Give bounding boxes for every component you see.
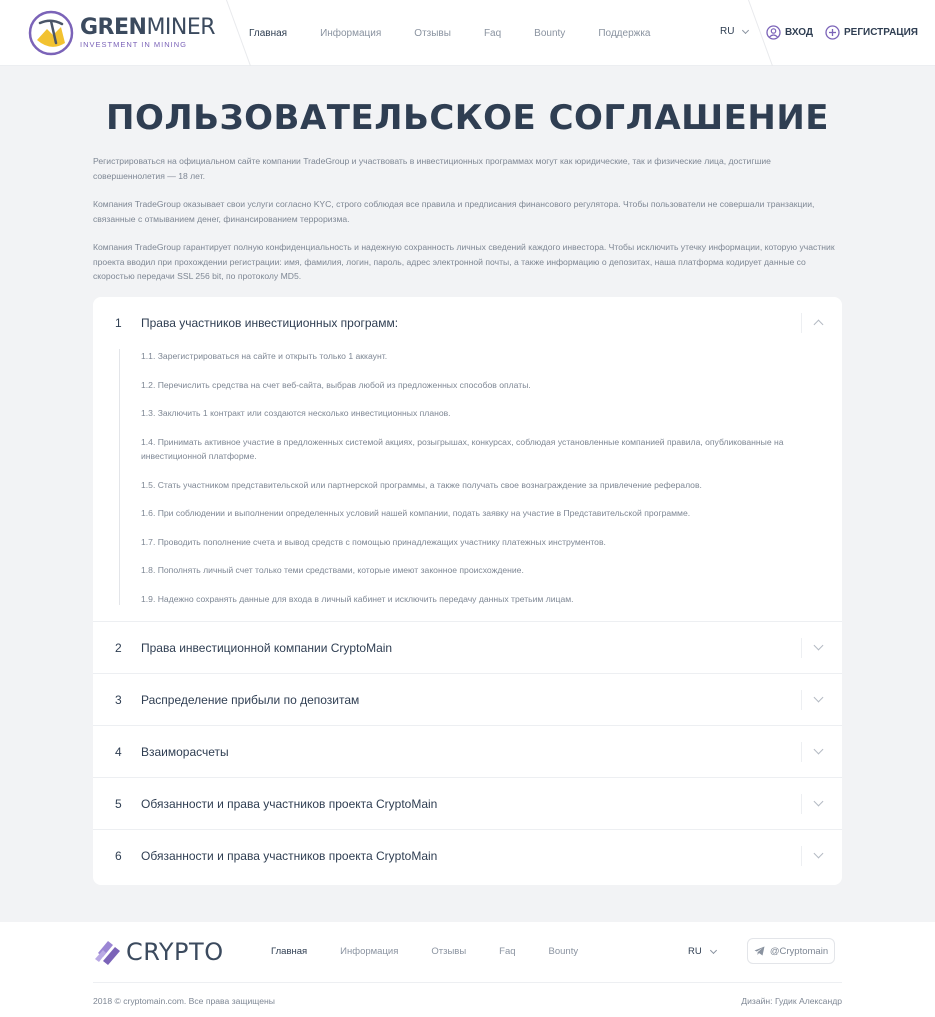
crypto-logo[interactable] [95, 938, 224, 966]
nav-item-home[interactable]: Главная [249, 27, 288, 39]
language-value: RU [688, 946, 702, 957]
section-title: Обязанности и права участников проекта CryptoMain [141, 796, 438, 811]
login-label: ВХОД [785, 27, 814, 38]
nav-item-support[interactable]: Поддержка [598, 27, 651, 39]
list-item: 1.1. Зарегистрироваться на сайте и открыть только 1 аккаунт. [141, 351, 388, 361]
logo-name: GRENMINER [80, 15, 216, 40]
site-header [0, 0, 935, 66]
chevron-down-icon[interactable] [814, 797, 824, 807]
section-number: 1 [115, 316, 122, 330]
list-item: 1.5. Стать участником представительской или партнерской программы, а также получать свое вознаграждение за привлечение рефералов. [141, 479, 702, 490]
language-value: RU [720, 26, 735, 37]
list-item: 1.7. Проводить пополнение счета и вывод средств с помощью принадлежащих участнику платежных инструментов. [141, 536, 606, 547]
footer-nav-info[interactable]: Информация [340, 946, 399, 957]
register-label: РЕГИСТРАЦИЯ [844, 27, 918, 38]
chevron-down-icon[interactable] [814, 745, 824, 755]
header-divider [801, 794, 802, 814]
chevron-down-icon[interactable] [814, 693, 824, 703]
main-nav [249, 0, 683, 66]
section-number: 2 [115, 640, 122, 655]
header-divider [801, 690, 802, 710]
design-credit: Дизайн: Гудик Александр [741, 996, 842, 1006]
telegram-handle: @Cryptomain [769, 945, 829, 957]
user-icon [766, 25, 781, 40]
footer-divider [93, 982, 842, 983]
chevron-down-icon [742, 26, 749, 33]
footer-nav-reviews[interactable]: Отзывы [431, 946, 467, 957]
list-item: 1.9. Надежно сохранять данные для входа в личный кабинет и исключить передачу данных третьим лицам. [141, 593, 574, 604]
nav-item-reviews[interactable]: Отзывы [414, 27, 451, 39]
intro-paragraph: Компания TradeGroup оказывает свои услуги согласно KYC, строго соблюдая все правила и предписания финансового регулятора. Чтобы пользователи не совершали транзакции, связанные с отмыванием денег, финансированием терроризма. [93, 199, 815, 224]
header-divider [801, 846, 802, 866]
header-divider [801, 638, 802, 658]
intro-text [93, 154, 838, 298]
section-number: 4 [115, 744, 122, 759]
footer-nav-bounty[interactable]: Bounty [548, 946, 579, 957]
site-footer [0, 922, 935, 1017]
language-select[interactable] [720, 26, 748, 37]
footer-nav [271, 946, 611, 957]
accordion-body [93, 349, 842, 622]
chevron-down-icon[interactable] [814, 849, 824, 859]
crypto-logo-icon [95, 939, 123, 965]
page-title: ПОЛЬЗОВАТЕЛЬСКОЕ СОГЛАШЕНИЕ [105, 98, 830, 138]
rights-list [141, 349, 822, 606]
section-title: Взаиморасчеты [141, 744, 229, 759]
list-item: 1.8. Пополнять личный счет только теми средствами, которые имеют законное происхождение. [141, 565, 524, 575]
logo-tagline: INVESTMENT IN MINING [80, 40, 187, 49]
section-title: Права инвестиционной компании CryptoMain [141, 640, 393, 655]
nav-item-info[interactable]: Информация [320, 27, 382, 39]
section-title: Обязанности и права участников проекта CryptoMain [141, 849, 438, 863]
section-number: 5 [115, 796, 122, 811]
footer-nav-faq[interactable]: Faq [499, 946, 516, 957]
header-divider [226, 0, 251, 66]
telegram-button[interactable] [747, 938, 835, 964]
footer-logo-text: CRYPTO [126, 938, 224, 966]
list-item: 1.6. При соблюдении и выполнении определенных условий нашей компании, подать заявку на участие в Представительской программе. [141, 508, 691, 518]
list-item: 1.4. Принимать активное участие в предложенных системой акциях, розыгрышах, конкурсах, соблюдая установленные компанией правила, опубликованные на инвестиционной платформе. [141, 436, 784, 461]
section-number: 6 [115, 849, 122, 863]
chevron-up-icon[interactable] [814, 320, 824, 330]
accordion-header[interactable] [93, 622, 842, 674]
copyright-text: 2018 © cryptomain.com. Все права защищены [93, 996, 275, 1006]
accordion-header[interactable] [93, 778, 842, 830]
section-title: Распределение прибыли по депозитам [141, 692, 360, 707]
list-item: 1.3. Заключить 1 контракт или создаются несколько инвестиционных планов. [141, 408, 451, 418]
list-item: 1.2. Перечислить средства на счет веб-сайта, выбрав любой из предложенных способов оплаты. [141, 379, 531, 390]
agreement-accordion [93, 297, 842, 885]
nav-item-faq[interactable]: Faq [483, 27, 502, 39]
footer-nav-home[interactable]: Главная [271, 946, 308, 957]
chevron-down-icon [710, 946, 717, 953]
grenminer-logo[interactable] [28, 9, 218, 57]
intro-paragraph: Компания TradeGroup гарантирует полную конфиденциальность и надежную сохранность личных сведений каждого инвестора. Чтобы исключить утечку информации, которую участник проекта вводил при прохождении регистрации: имя, фамилия, логин, пароль, адрес электронной почты, а также информацию о депозитах, наша платформа кодирует данные со скоростью передачи SSL 256 bit, по протоколу MD5. [93, 242, 835, 281]
mining-logo-icon [28, 10, 74, 56]
telegram-icon [754, 946, 765, 956]
body-guide-line [119, 349, 120, 605]
header-divider [801, 313, 802, 333]
accordion-header[interactable] [93, 674, 842, 726]
register-button[interactable] [825, 25, 918, 40]
header-divider [801, 742, 802, 762]
plus-circle-icon [825, 25, 840, 40]
intro-paragraph: Регистрироваться на официальном сайте компании TradeGroup и участвовать в инвестиционных программах могут как юридические, так и физические лица, достигшие совершеннолетия — 18 лет. [93, 156, 771, 181]
accordion-header[interactable] [93, 297, 842, 349]
chevron-down-icon[interactable] [814, 641, 824, 651]
nav-item-bounty[interactable]: Bounty [534, 27, 566, 39]
accordion-header[interactable] [93, 830, 842, 882]
footer-language-select[interactable] [688, 946, 716, 957]
section-number: 3 [115, 692, 122, 707]
accordion-header[interactable] [93, 726, 842, 778]
section-title: Права участников инвестиционных программ: [141, 316, 399, 330]
login-button[interactable] [766, 25, 813, 40]
accordion-section [93, 297, 842, 622]
